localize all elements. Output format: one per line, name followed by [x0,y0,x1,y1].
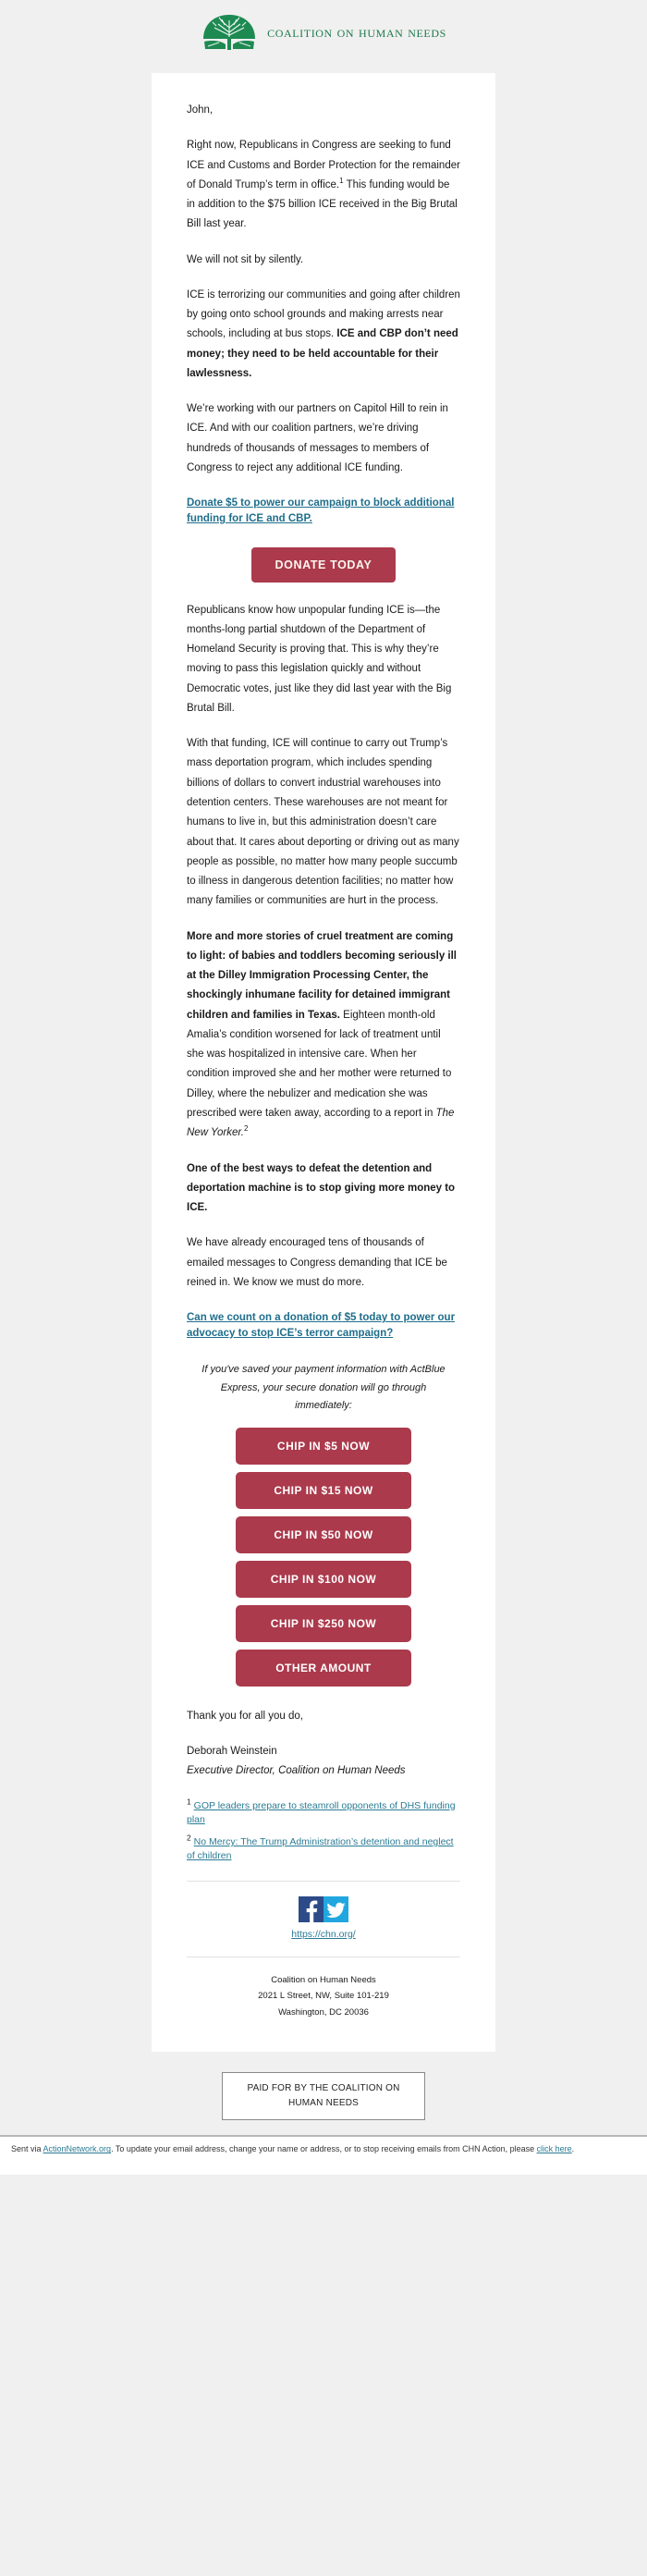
paragraph-8: One of the best ways to defeat the detention and deportation machine is to stop giving more money to ICE. [187,1162,456,1214]
footnote-1-marker: 1 [187,1797,191,1807]
paragraph-1 [187,136,460,234]
footnotes-list [187,1799,460,1864]
website-link[interactable]: https://chn.org/ [291,1928,356,1940]
paragraph-7 [187,927,460,1144]
chn-tree-arch-logo-icon [201,13,258,52]
paid-for-line-2: HUMAN NEEDS [287,2098,360,2109]
signer-name: Deborah Weinstein [187,1746,277,1758]
brand-lockup[interactable] [201,13,446,52]
closing-line: Thank you for all you do, [187,1711,303,1723]
chip-in-50-button[interactable]: CHIP IN $50 NOW [236,1516,411,1553]
paid-for-section [0,2052,647,2135]
paragraph-7-italic: The New Yorker. [187,1107,455,1139]
unsubscribe-suffix: . [571,2144,575,2154]
footnote-2 [187,1835,460,1863]
unsubscribe-bar [0,2135,647,2175]
other-amount-button[interactable]: OTHER AMOUNT [236,1650,411,1687]
paragraph-5: Republicans know how unpopular funding ICE is—the months-long partial shutdown of the Department of Homeland Security is proving that. This is why they’re moving to pass this legislation quickly and without Democratic votes, just like they did last year with the Big Brutal Bill. [187,604,452,714]
chip-in-button-list [187,1428,460,1687]
paid-for-line-1: PAID FOR BY THE COALITION ON [247,2083,400,2094]
facebook-icon[interactable] [299,1896,324,1922]
footnote-ref-2[interactable]: 2 [244,1124,249,1134]
salutation: John, [187,104,214,116]
paragraph-6: With that funding, ICE will continue to carry out Trump’s mass deportation program, which includes spending billions of dollars to convert industrial warehouses into detention centers. These warehouses are not meant for humans to live in, but this administration doesn’t care about that. It cares about deporting or driving out as many people as possible, no matter how many people succumb to illness in dangerous detention facilities; no matter how many families or communities are hurt in the process. [187,738,459,907]
paragraph-1-part-b: This funding would be in addition to the $75 billion ICE received in the Big Brutal Bill last year. [187,178,458,230]
paragraph-7-bold: More and more stories of cruel treatment are coming to light: of babies and toddlers becoming seriously ill at the Dilley Immigration Processing Center, the shockingly inhumane facility for detained immigrant children and families in Texas. [187,930,458,1021]
donate-inline-link-2[interactable]: Can we count on a donation of $5 today to power our advocacy to stop ICE’s terror campaign? [187,1312,456,1339]
social-icon-row [299,1896,348,1922]
unsubscribe-text: . To update your email address, change your name or address, or to stop receiving emails from CHN Action, please [111,2144,537,2154]
footnote-1-link[interactable]: GOP leaders prepare to steamroll opponents of DHS funding plan [187,1799,456,1826]
paragraph-7-normal: Eighteen month-old Amalia’s condition worsened for lack of treatment until she was hospitalized in intensive care. When her condition improved she and her mother were returned to Dilley, where the nebulizer and medication she was prescribed were taken away, according to a report in [187,1009,452,1119]
donate-today-button[interactable]: DONATE TODAY [251,547,397,583]
brand-name: coalition on human needs [267,23,446,41]
click-here-link[interactable]: click here [536,2144,572,2154]
donate-button-row [187,547,460,583]
email-header [0,0,647,73]
sent-via-prefix: Sent via [11,2144,43,2154]
actblue-express-note: If you've saved your payment information with ActBlue Express, your secure donation will go through immediately: [201,1364,446,1411]
paragraph-3-bold: ICE and CBP don’t need money; they need to be held accountable for their lawlessness. [187,328,458,379]
twitter-icon[interactable] [324,1896,348,1922]
paragraph-3 [187,286,460,384]
paid-for-disclaimer [222,2072,424,2120]
org-city-state-zip: Washington, DC 20036 [278,2006,369,2018]
paragraph-4: We’re working with our partners on Capitol Hill to rein in ICE. And with our coalition partners, we’re driving hundreds of thousands of messages to members of Congress to reject any additional ICE funding. [187,403,448,473]
signer-title: Executive Director, Coalition on Human Needs [187,1765,406,1777]
paragraph-2: We will not sit by silently. [187,253,304,265]
divider-above-social [187,1881,460,1882]
footnote-2-link[interactable]: No Mercy: The Trump Administration’s detention and neglect of children [187,1836,454,1862]
footnote-ref-1[interactable]: 1 [339,176,344,185]
action-network-link[interactable]: ActionNetwork.org [43,2144,112,2154]
donate-inline-link-1[interactable]: Donate $5 to power our campaign to block additional funding for ICE and CBP. [187,497,455,524]
email-card [152,73,495,2052]
paragraph-3-normal: ICE is terrorizing our communities and going after children by going onto school grounds and making arrests near schools, including at bus stops. [187,288,460,340]
org-street: 2021 L Street, NW, Suite 101-219 [258,1991,389,2002]
social-links [187,1896,460,1940]
paragraph-9: We have already encouraged tens of thousands of emailed messages to Congress demanding that ICE be reined in. We know we must do more. [187,1237,447,1288]
chip-in-250-button[interactable]: CHIP IN $250 NOW [236,1605,411,1642]
footnote-2-marker: 2 [187,1833,191,1843]
org-address [187,1972,460,2021]
chip-in-15-button[interactable]: CHIP IN $15 NOW [236,1472,411,1509]
chip-in-5-button[interactable]: CHIP IN $5 NOW [236,1428,411,1465]
paragraph-1-part-a: Right now, Republicans in Congress are seeking to fund ICE and Customs and Border Protection for the remainder of Donald Trump’s term in office. [187,140,460,190]
chip-in-100-button[interactable]: CHIP IN $100 NOW [236,1561,411,1598]
footnote-1 [187,1799,460,1827]
org-name: Coalition on Human Needs [271,1974,376,1985]
